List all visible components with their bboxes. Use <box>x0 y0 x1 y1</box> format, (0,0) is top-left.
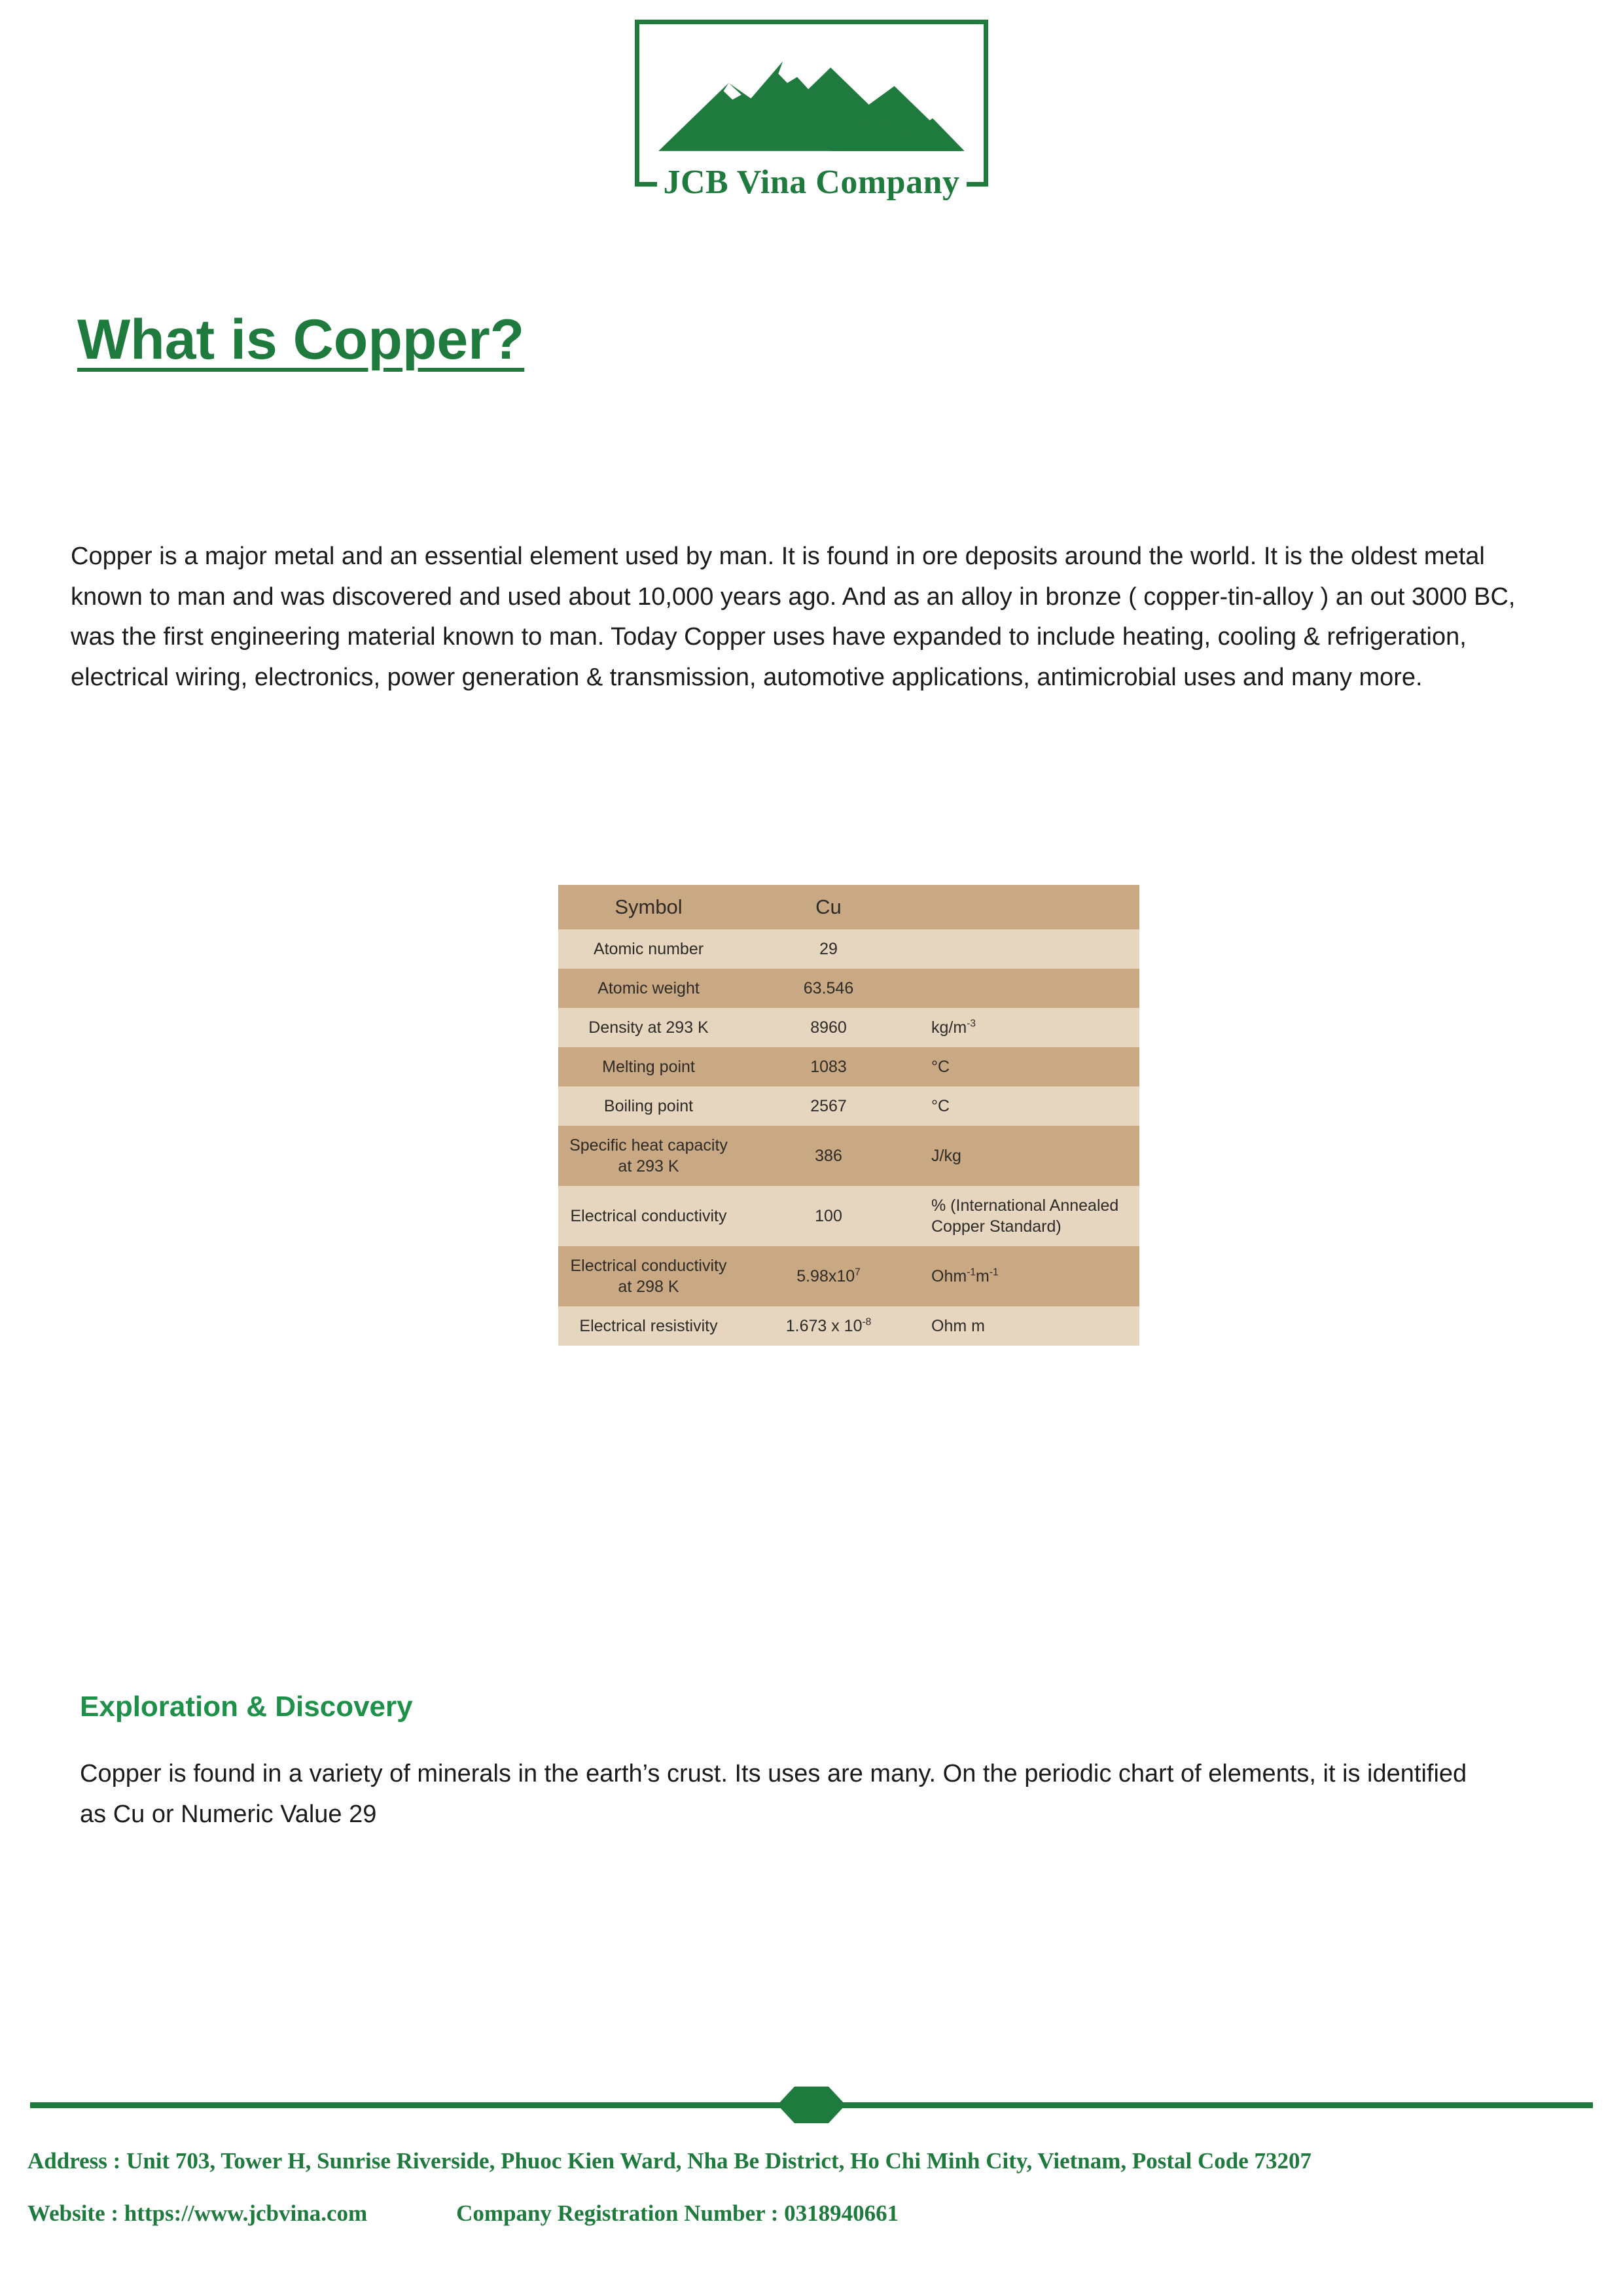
page-title: What is Copper? <box>77 308 525 371</box>
table-row <box>558 1186 1139 1246</box>
hexagon-icon <box>777 2084 846 2126</box>
property-name: Melting point <box>558 1047 739 1086</box>
property-value: 1083 <box>739 1047 918 1086</box>
property-value: 29 <box>739 929 918 969</box>
property-name: Atomic number <box>558 929 739 969</box>
property-unit: Ohm m <box>918 1306 1139 1346</box>
table-row <box>558 1126 1139 1186</box>
section-heading: Exploration & Discovery <box>80 1691 413 1723</box>
table-row <box>558 969 1139 1008</box>
property-value: $5.98x10^7$ <box>739 1246 918 1306</box>
copper-properties-table <box>558 885 1139 1346</box>
property-unit <box>918 969 1139 1008</box>
section-body: Copper is found in a variety of minerals in the earth’s crust. Its uses are many. On the periodic chart of elements, it is identified as Cu or Numeric Value 29 <box>80 1760 1467 1828</box>
company-logo-block <box>0 20 1623 202</box>
table-row <box>558 1246 1139 1306</box>
table-row <box>558 1047 1139 1086</box>
mountain-logo-icon <box>635 20 988 187</box>
property-value: 1.673 x $10^{-8}$ <box>739 1306 918 1346</box>
property-value: 100 <box>739 1186 918 1246</box>
property-unit: $kg/m^{-3}$ <box>918 1008 1139 1047</box>
table-row <box>558 1008 1139 1047</box>
property-unit: J/kg <box>918 1126 1139 1186</box>
property-unit: °C <box>918 1086 1139 1126</box>
property-unit: $Ohm^{-1}m^{-1}$ <box>918 1246 1139 1306</box>
property-unit <box>918 929 1139 969</box>
property-name: Boiling point <box>558 1086 739 1126</box>
property-name: Symbol <box>558 885 739 929</box>
footer-registration: Company Registration Number : 0318940661 <box>456 2200 899 2226</box>
table-row <box>558 885 1139 929</box>
footer-contact-line <box>27 2200 1598 2227</box>
property-name: Electrical conductivity <box>558 1186 739 1246</box>
intro-paragraph: Copper is a major metal and an essential element used by man. It is found in ore deposits around the world. It is the oldest metal known to man and was discovered and used about 10,000 years ago. And as an alloy in bronze ( copper-tin-alloy ) an out 3000 BC, was the first engineering material known to man. Today Copper uses have expanded to include heating, cooling & refrigeration, electrical wiring, electronics, power generation & transmission, automotive applications, antimicrobial uses and many more. <box>71 543 1516 691</box>
property-unit: °C <box>918 1047 1139 1086</box>
footer-address: Address : Unit 703, Tower H, Sunrise Riverside, Phuoc Kien Ward, Nha Be District, Ho Chi Minh City, Vietnam, Postal Code 73207 <box>27 2148 1312 2174</box>
property-name: Atomic weight <box>558 969 739 1008</box>
table-row <box>558 929 1139 969</box>
property-unit: % (International Annealed Copper Standard) <box>918 1186 1139 1246</box>
table-row <box>558 1306 1139 1346</box>
property-value: 386 <box>739 1126 918 1186</box>
property-value: 2567 <box>739 1086 918 1126</box>
property-unit <box>918 885 1139 929</box>
table-row <box>558 1086 1139 1126</box>
property-name: Electrical resistivity <box>558 1306 739 1346</box>
property-name: Specific heat capacity at 293 K <box>558 1126 739 1186</box>
property-name: Electrical conductivity at 298 K <box>558 1246 739 1306</box>
company-name: JCB Vina Company <box>657 163 967 202</box>
property-value: 8960 <box>739 1008 918 1047</box>
property-value: 63.546 <box>739 969 918 1008</box>
property-value: Cu <box>739 885 918 929</box>
property-name: Density at 293 K <box>558 1008 739 1047</box>
footer-website[interactable]: Website : https://www.jcbvina.com <box>27 2200 368 2226</box>
